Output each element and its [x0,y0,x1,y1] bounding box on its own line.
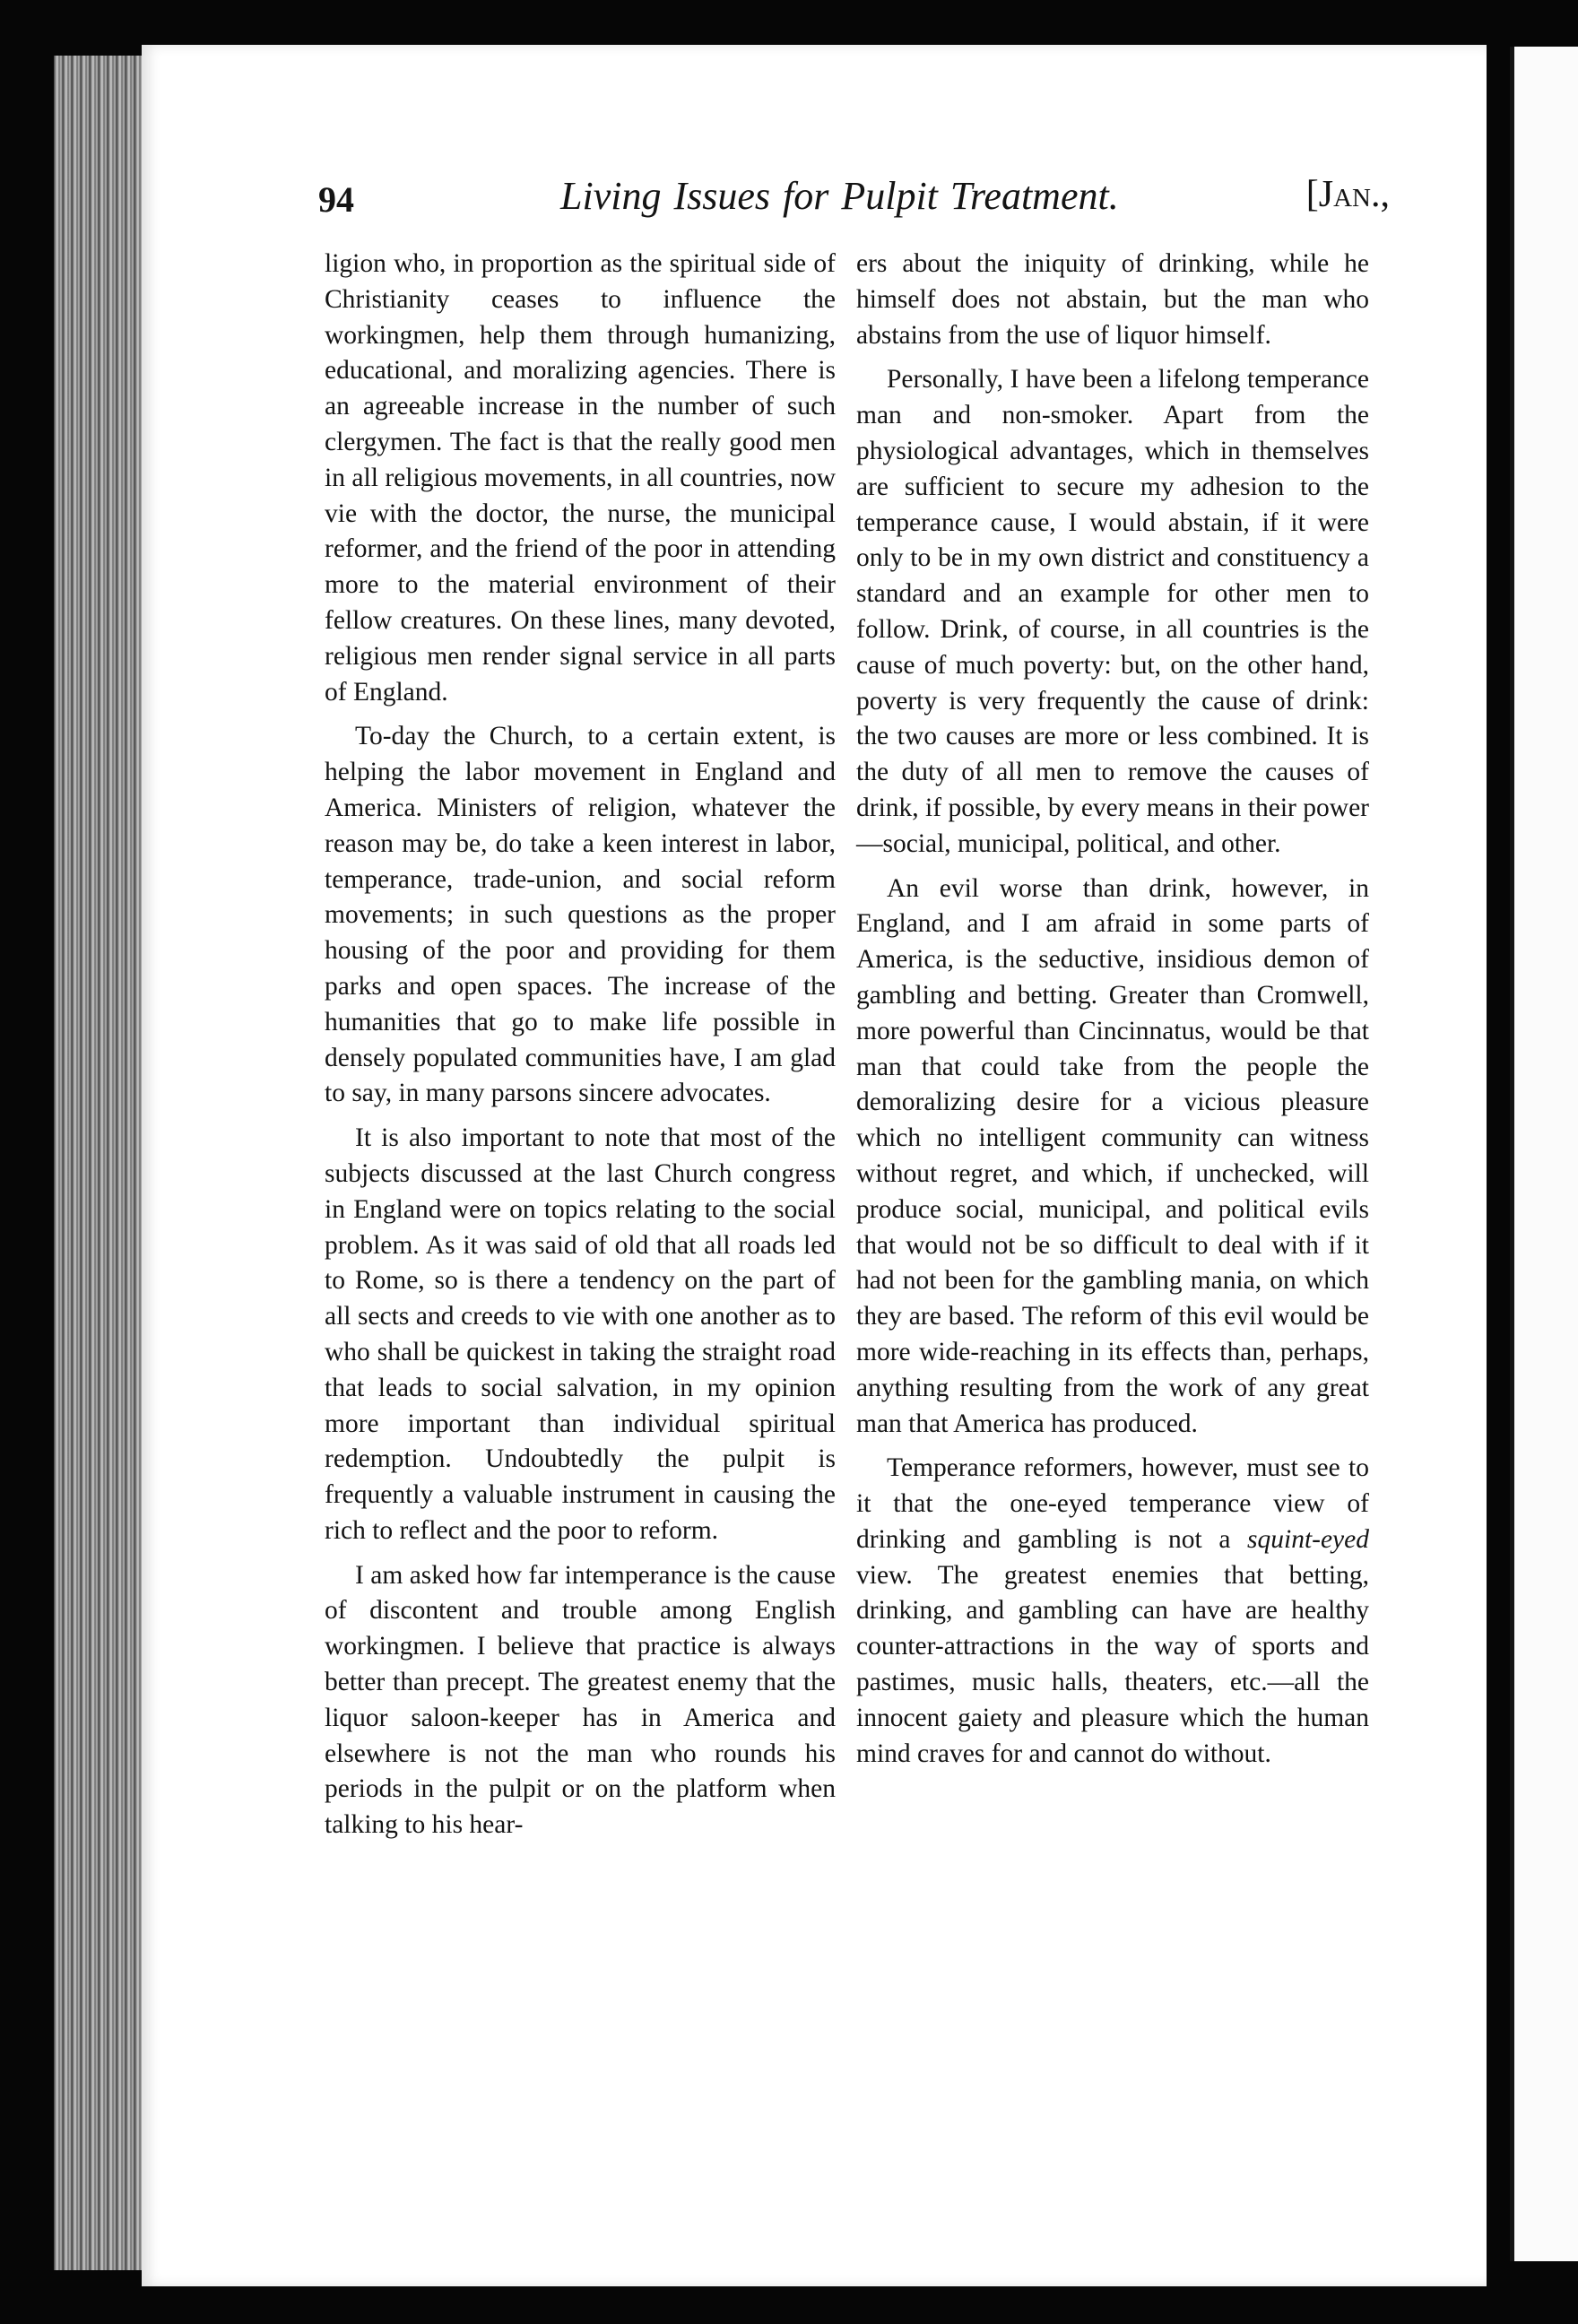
paragraph-gambling: An evil worse than drink, however, in England, and I am afraid in some parts of America, is the seductive, insidious demon of gambling and betting. Greater than Cromwell, more powerful than Cincinnatus, would be that man that could take from the people the demoralizing desire for a vicious pleasure which no intelligent community can witness without regret, and which, if unchecked, will produce social, municipal, and political evils that would not be so difficult to deal with if it had not been for the gambling mania, on which they are based. The reform of this evil would be more wide-reaching in its effects than, perhaps, anything resulting from the work of any great man that America has produced. [856,873,1369,1438]
left-column [325,247,836,1852]
paragraph-continued-right: ers about the iniquity of drinking, while he himself does not abstain, but the man who abstains from the use of liquor himself. [856,249,1369,350]
reformers-text-start: Temperance reformers, however, must see to it that the one-eyed temperance view of drinking and gambling is not a [856,1453,1369,1554]
paragraph-church-labor: To-day the Church, to a certain extent, is helping the labor movement in England and America. Ministers of religion, whatever the reason may be, do take a keen interest in labor, temperance, trade-union, and social reform movements; in such questions as the proper housing of the poor and providing for them parks and open spaces. The increase of the humanities that go to make life possible in densely populated communities have, I am glad to say, in many parsons sincere advocates. [325,722,836,1108]
reformers-text-end: view. The greatest enemies that betting, drinking, and gambling can have are healthy counter-attractions in the way of sports and pastimes, music halls, theaters, etc.—all the innocent gaiety and pleasure which the human mind craves for and cannot do without. [856,1560,1369,1768]
paragraph-personal-temperance: Personally, I have been a lifelong temperance man and non-smoker. Apart from the physiological advantages, which in themselves are sufficient to secure my adhesion to the temperance cause, I would abstain, if it were only to be in my own district and constituency a standard and an example for other men to follow. Drink, of course, in all countries is the cause of much poverty: but, on the other hand, poverty is very frequently the cause of drink: the two causes are more or less combined. It is the duty of all men to remove the causes of drink, if possible, by every means in their power—social, municipal, political, and other. [856,365,1369,858]
paragraph-intemperance: I am asked how far intemperance is the cause of discontent and trouble among English workingmen. I believe that practice is always better than precept. The greatest enemy that the liquor saloon-keeper has in America and elsewhere is not the man who rounds his periods in the pulpit or on the platform when talking to his hear- [325,1560,836,1840]
paragraph-church-congress: It is also important to note that most of the subjects discussed at the last Church congress in England were on topics relating to the social problem. As it was said of old that all roads led to Rome, so is there a tendency on the part of all sects and creeds to vie with one another as to who shall be quickest in taking the straight road that leads to social salvation, in my opinion more important than individual spiritual redemption. Undoubtedly the pulpit is frequently a valuable instrument in causing the rich to reflect and the poor to reform. [325,1123,836,1545]
running-title: Living Issues for Pulpit Treatment. [560,174,1119,218]
book-page-edges [54,56,143,2270]
page-number: 94 [318,179,354,220]
paragraph-reformers [856,1451,1369,1772]
running-date: [Jan., [1305,174,1390,215]
running-head [318,166,1390,229]
paragraph-continued: ligion who, in proportion as the spiritual side of Christianity ceases to influence the workingmen, help them through humanizing, educational, and moralizing agencies. There is an agreeable increase in the number of such clergymen. The fact is that the really good men in all religious movements, in all countries, now vie with the doctor, the nurse, the municipal reformer, and the friend of the poor in attending more to the material environment of their fellow creatures. On these lines, many devoted, religious men render signal service in all parts of England. [325,249,836,707]
facing-page-edge [1510,47,1578,2261]
italic-squint-eyed: squint-eyed [1247,1524,1369,1554]
right-column [856,247,1369,1781]
